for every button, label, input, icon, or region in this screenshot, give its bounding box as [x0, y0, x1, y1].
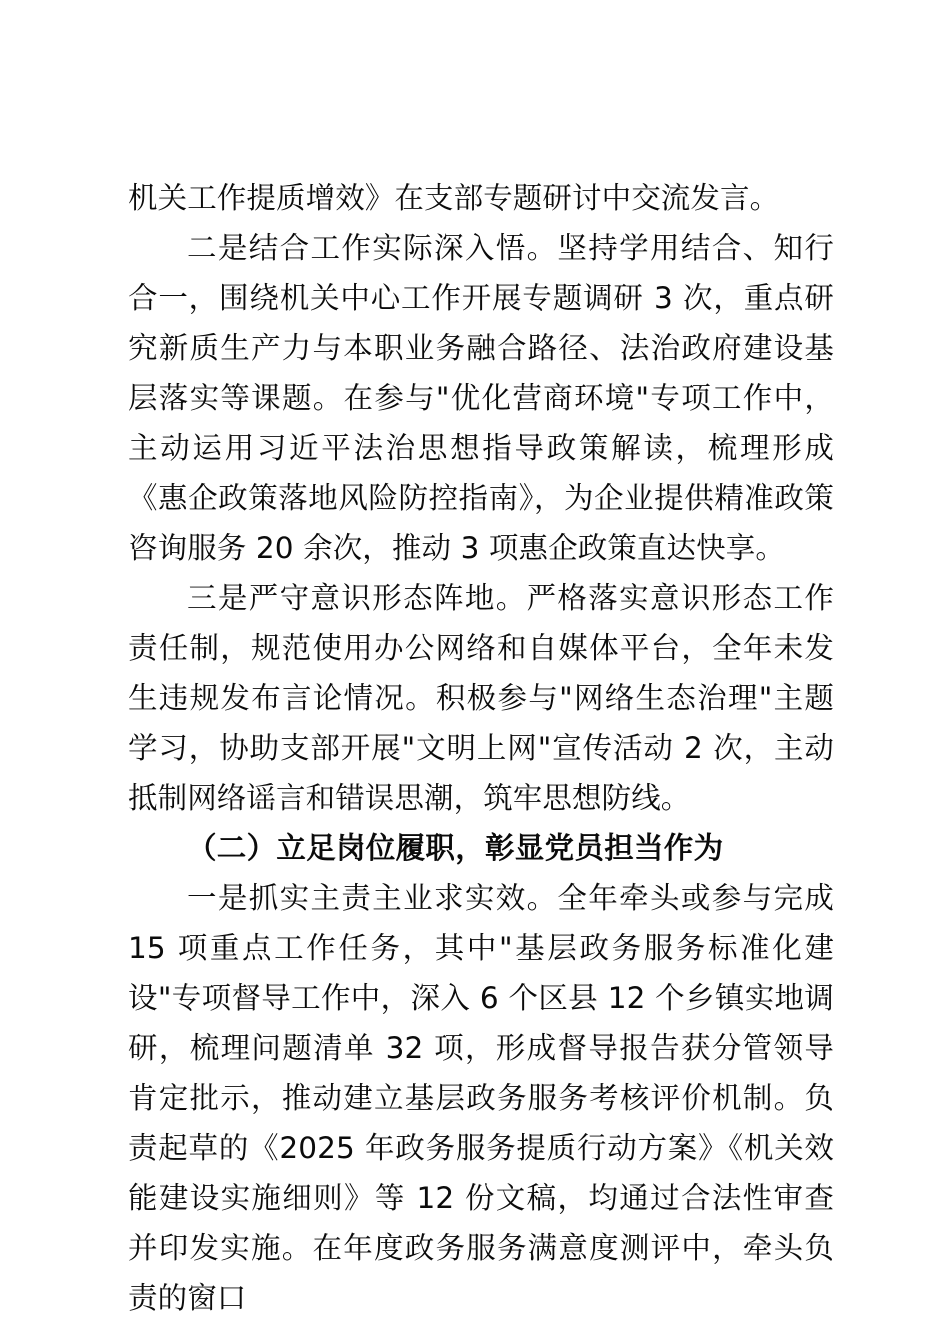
paragraph-continuation: 机关工作提质增效》在支部专题研讨中交流发言。 [128, 181, 780, 215]
heading-section-two: （二）立足岗位履职，彰显党员担当作为 [187, 831, 724, 865]
paragraph-second-point: 二是结合工作实际深入悟。坚持学用结合、知行合一，围绕机关中心工作开展专题调研 3 次，重点研究新质生产力与本职业务融合路径、法治政府建设基层落实等课题。在参与"优化营商环境"专项工作中，主动运用习近平法治思想指导政策解读，梳理形成《惠企政策落地风险防控指南》，为企业提供精准政策咨询服务 20 余次，推动 3 项惠企政策直达快享。 [128, 231, 834, 565]
paragraph-third-point: 三是严守意识形态阵地。严格落实意识形态工作责任制，规范使用办公网络和自媒体平台，全年未发生违规发布言论情况。积极参与"网络生态治理"主题学习，协助支部开展"文明上网"宣传活动 2 次，主动抵制网络谣言和错误思潮，筑牢思想防线。 [128, 581, 834, 815]
document-text-column [128, 173, 834, 1323]
paragraph-first-point-section-two: 一是抓实主责主业求实效。全年牵头或参与完成 15 项重点工作任务，其中"基层政务服务标准化建设"专项督导工作中，深入 6 个区县 12 个乡镇实地调研，梳理问题清单 32 项，形成督导报告获分管领导肯定批示，推动建立基层政务服务考核评价机制。负责起草的《2025 年政务服务提质行动方案》《机关效能建设实施细则》等 12 份文稿，均通过合法性审查并印发实施。在年度政务服务满意度测评中，牵头负责的窗口 [128, 881, 834, 1315]
